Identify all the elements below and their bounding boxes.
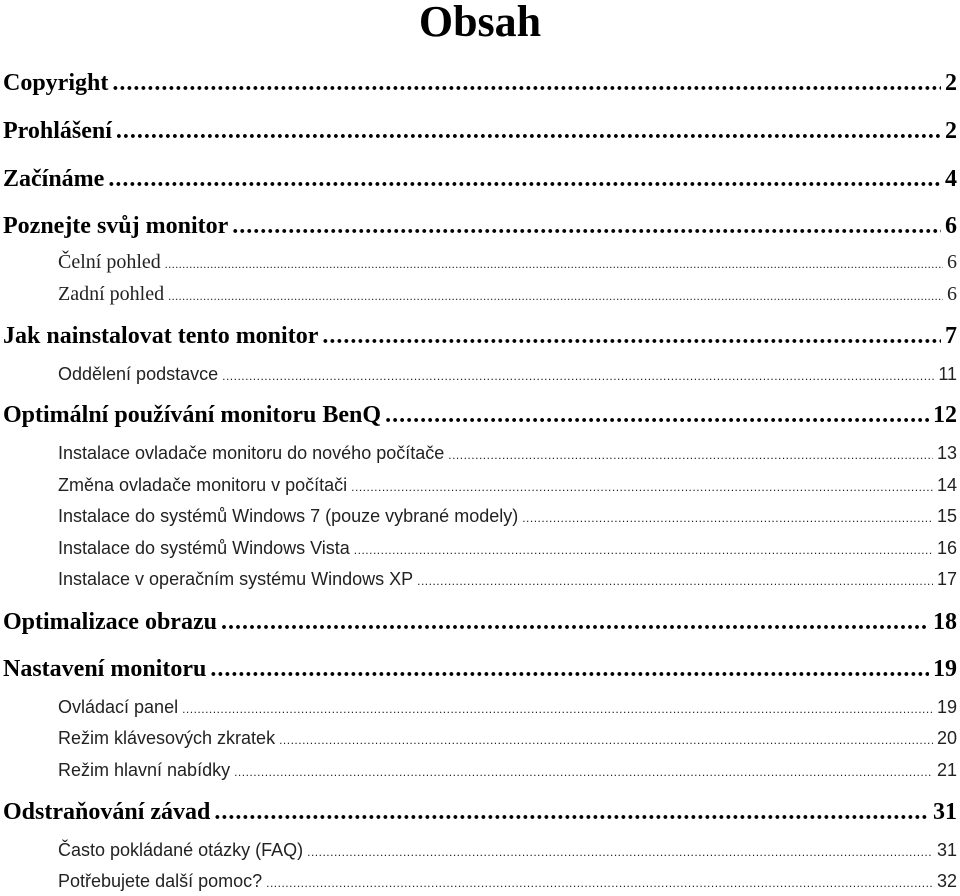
toc-entry-jak-nainstalovat[interactable] bbox=[3, 320, 957, 352]
toc-entry-page: 20 bbox=[936, 728, 957, 748]
dot-leader bbox=[234, 759, 933, 785]
dot-leader bbox=[221, 606, 929, 638]
toc-entry-page: 17 bbox=[936, 569, 957, 589]
toc-entry-page: 19 bbox=[933, 656, 957, 682]
toc-entry-ovladaci-panel[interactable] bbox=[58, 694, 957, 720]
toc-entry-celni-pohled[interactable] bbox=[58, 249, 957, 275]
toc-entry-label: Instalace v operačním systému Windows XP bbox=[58, 569, 414, 589]
toc-entry-prohlaseni[interactable] bbox=[3, 115, 957, 147]
toc-entry-dalsi-pomoc[interactable] bbox=[58, 868, 957, 894]
toc-entry-nastaveni-monitoru[interactable] bbox=[3, 653, 957, 685]
toc-entry-label: Nastavení monitoru bbox=[3, 656, 207, 682]
dot-leader bbox=[232, 210, 941, 242]
toc-entry-oddeleni-podstavce[interactable] bbox=[58, 361, 957, 387]
toc-entry-optimalizace-obrazu[interactable] bbox=[3, 606, 957, 638]
toc-entry-label: Optimalizace obrazu bbox=[3, 609, 217, 635]
dot-leader bbox=[165, 251, 943, 277]
toc-entry-label: Jak nainstalovat tento monitor bbox=[3, 323, 319, 349]
toc-entry-copyright[interactable] bbox=[3, 67, 957, 99]
toc-entry-label: Instalace ovladače monitoru do nového počítače bbox=[58, 443, 445, 463]
toc-entry-page: 7 bbox=[945, 323, 957, 349]
dot-leader bbox=[214, 796, 929, 828]
toc-entry-odstranovani-zavad[interactable] bbox=[3, 796, 957, 828]
toc-entry-page: 6 bbox=[947, 283, 957, 305]
toc-entry-label: Čelní pohled bbox=[58, 251, 161, 273]
toc-entry-label: Začínáme bbox=[3, 166, 105, 192]
toc-entry-label: Poznejte svůj monitor bbox=[3, 213, 229, 239]
toc-entry-label: Režim hlavní nabídky bbox=[58, 760, 231, 780]
toc-entry-zadni-pohled[interactable] bbox=[58, 281, 957, 307]
toc-entry-page: 19 bbox=[936, 697, 957, 717]
toc-entry-label: Potřebujete další pomoc? bbox=[58, 871, 263, 891]
toc-entry-page: 31 bbox=[936, 840, 957, 860]
toc-entry-instalace-noveho-pocitace[interactable] bbox=[58, 440, 957, 466]
dot-leader bbox=[210, 653, 929, 685]
toc-entry-page: 2 bbox=[945, 118, 957, 144]
toc-entry-label: Optimální používání monitoru BenQ bbox=[3, 402, 382, 428]
dot-leader bbox=[522, 505, 933, 531]
toc-entry-page: 4 bbox=[945, 166, 957, 192]
toc-entry-label: Instalace do systémů Windows Vista bbox=[58, 538, 350, 558]
dot-leader bbox=[448, 442, 933, 468]
dot-leader bbox=[307, 839, 933, 865]
dot-leader bbox=[351, 474, 933, 500]
page-title: Obsah bbox=[418, 0, 542, 46]
toc-entry-zaciname[interactable] bbox=[3, 163, 957, 195]
dot-leader bbox=[108, 163, 941, 195]
toc-entry-page: 21 bbox=[936, 760, 957, 780]
toc-entry-page: 6 bbox=[945, 213, 957, 239]
toc-entry-page: 32 bbox=[936, 871, 957, 891]
dot-leader bbox=[168, 283, 943, 309]
dot-leader bbox=[266, 870, 933, 896]
toc-entry-page: 11 bbox=[938, 364, 957, 384]
toc-entry-label: Instalace do systémů Windows 7 (pouze vybrané modely) bbox=[58, 506, 519, 526]
dot-leader bbox=[112, 67, 941, 99]
toc-entry-instalace-windows-vista[interactable] bbox=[58, 535, 957, 561]
toc-entry-rezim-klavesovych-zkratek[interactable] bbox=[58, 725, 957, 751]
dot-leader bbox=[279, 727, 933, 753]
toc-entry-zmena-ovladace[interactable] bbox=[58, 472, 957, 498]
toc-entry-instalace-windows-7[interactable] bbox=[58, 503, 957, 529]
toc-entry-label: Ovládací panel bbox=[58, 697, 179, 717]
dot-leader bbox=[182, 696, 933, 722]
toc-entry-page: 13 bbox=[936, 443, 957, 463]
toc-entry-faq[interactable] bbox=[58, 837, 957, 863]
dot-leader bbox=[322, 320, 941, 352]
dot-leader bbox=[417, 568, 933, 594]
toc-entry-page: 6 bbox=[947, 251, 957, 273]
toc-entry-rezim-hlavni-nabidky[interactable] bbox=[58, 757, 957, 783]
toc-entry-poznejte-svuj-monitor[interactable] bbox=[3, 210, 957, 242]
toc-entry-label: Prohlášení bbox=[3, 118, 112, 144]
toc-entry-label: Oddělení podstavce bbox=[58, 364, 219, 384]
toc-entry-page: 12 bbox=[933, 402, 957, 428]
dot-leader bbox=[385, 399, 929, 431]
toc-entry-label: Zadní pohled bbox=[58, 283, 165, 305]
toc-entry-label: Často pokládané otázky (FAQ) bbox=[58, 840, 304, 860]
toc-entry-page: 15 bbox=[936, 506, 957, 526]
toc-entry-label: Režim klávesových zkratek bbox=[58, 728, 276, 748]
toc-entry-page: 16 bbox=[936, 538, 957, 558]
toc-entry-optimalni-pouzivani[interactable] bbox=[3, 399, 957, 431]
toc-entry-label: Copyright bbox=[3, 70, 109, 96]
toc-entry-label: Odstraňování závad bbox=[3, 799, 211, 825]
dot-leader bbox=[116, 115, 941, 147]
toc-entry-instalace-windows-xp[interactable] bbox=[58, 566, 957, 592]
dot-leader bbox=[222, 363, 934, 389]
toc-entry-page: 31 bbox=[933, 799, 957, 825]
toc-entry-label: Změna ovladače monitoru v počítači bbox=[58, 475, 348, 495]
dot-leader bbox=[354, 537, 933, 563]
toc-entry-page: 18 bbox=[933, 609, 957, 635]
toc-entry-page: 14 bbox=[936, 475, 957, 495]
toc-entry-page: 2 bbox=[945, 70, 957, 96]
